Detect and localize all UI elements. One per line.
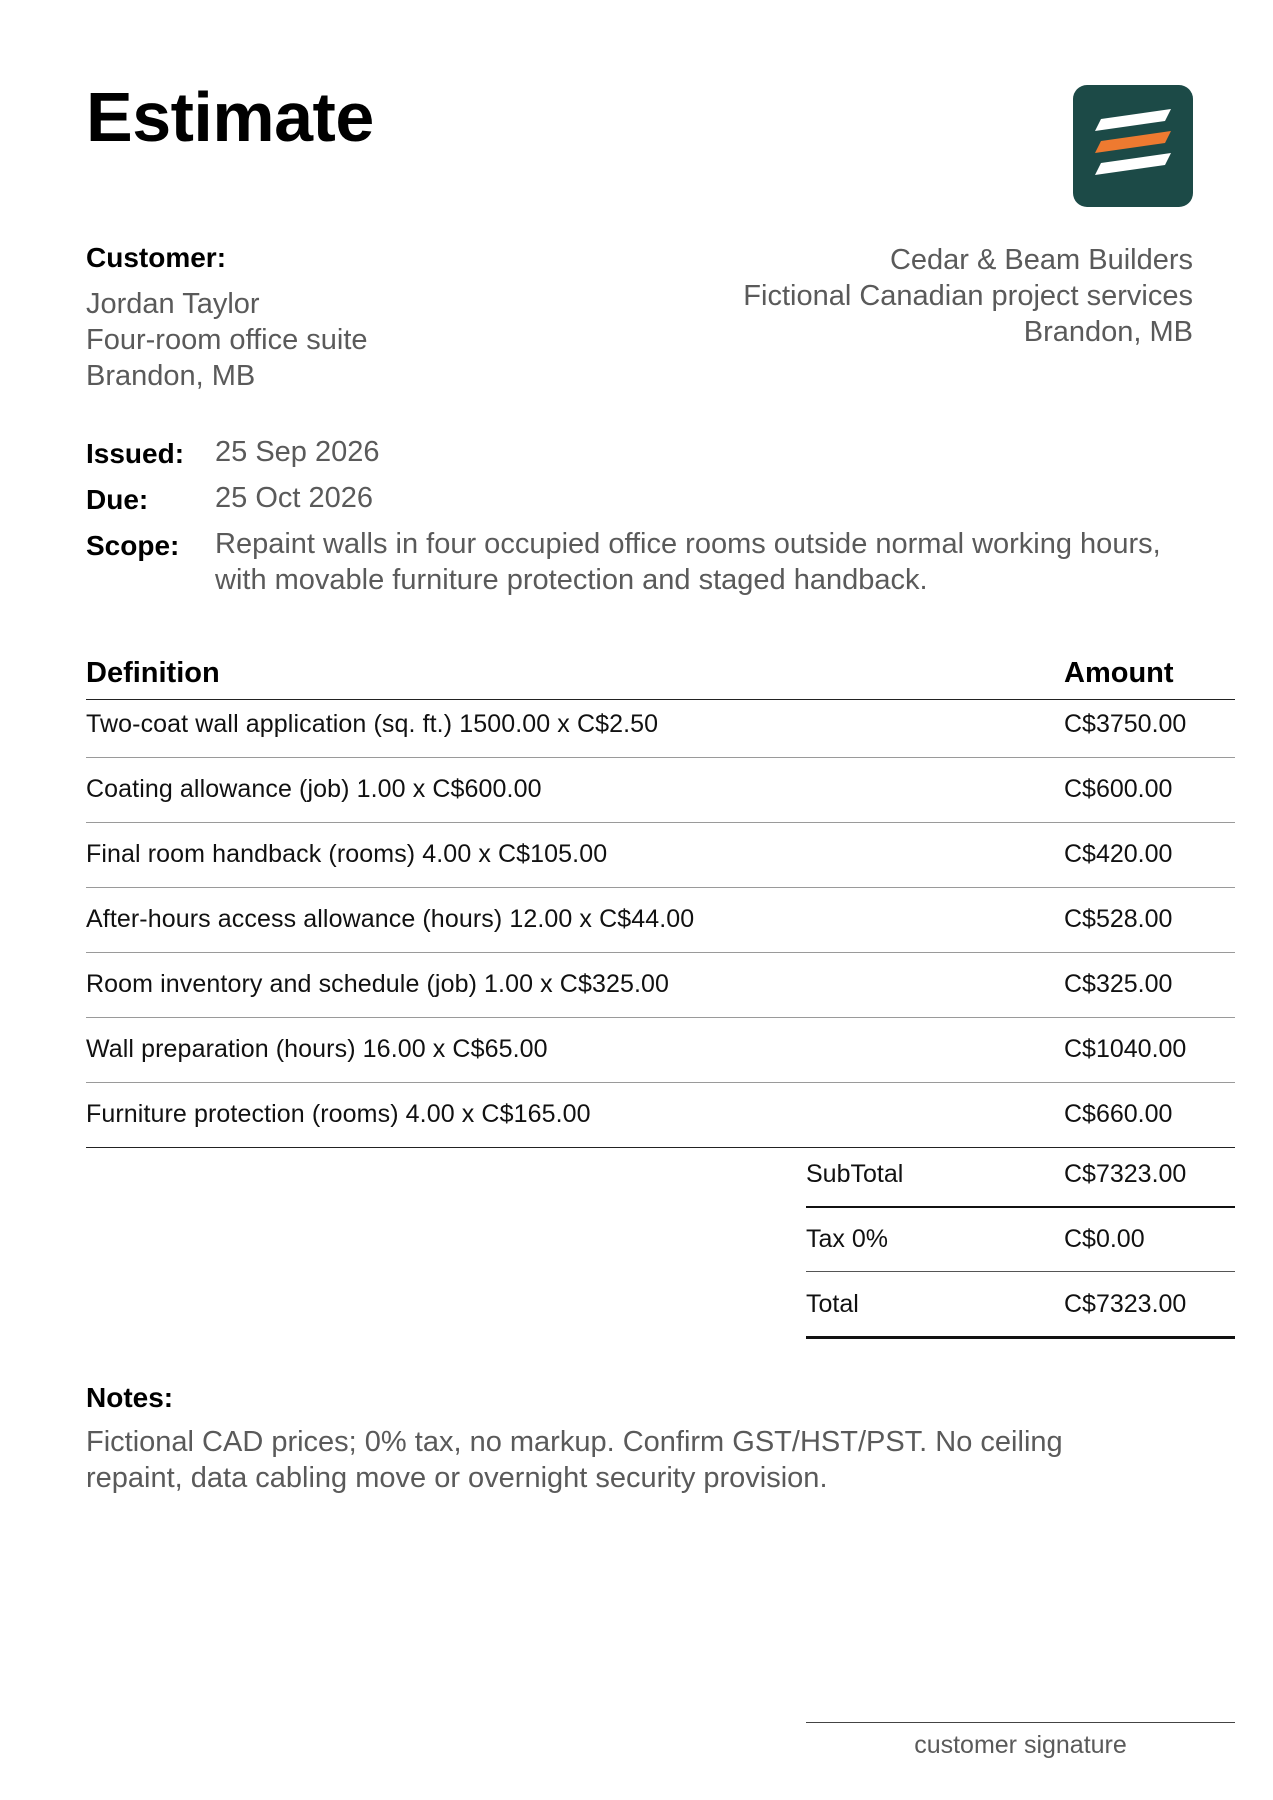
total-divider [806,1336,1235,1339]
tax-label: Tax 0% [806,1225,888,1253]
tax-divider [806,1271,1235,1272]
total-label: Total [806,1290,859,1318]
row-divider [86,1017,1235,1018]
customer-details [86,286,368,394]
customer-name: Jordan Taylor [86,288,260,320]
line-item-definition: Room inventory and schedule (job) 1.00 x C$325.00 [86,970,670,998]
due-label: Due: [86,484,149,515]
company-name: Cedar & Beam Builders [889,244,1193,276]
signature-line [806,1722,1235,1723]
row-divider [86,887,1235,888]
line-item-amount: C$528.00 [1064,905,1173,933]
customer-label: Customer: [86,242,227,273]
subtotal-label: SubTotal [806,1160,904,1188]
line-item-amount: C$420.00 [1064,840,1173,868]
line-item-amount: C$325.00 [1064,970,1173,998]
line-item-definition: After-hours access allowance (hours) 12.00 x C$44.00 [86,905,695,933]
signature-label: customer signature [914,1731,1127,1759]
company-details [743,242,1193,350]
line-item-definition: Two-coat wall application (sq. ft.) 1500.00 x C$2.50 [86,710,659,738]
column-header-definition: Definition [86,657,220,689]
line-item-definition: Coating allowance (job) 1.00 x C$600.00 [86,775,542,803]
due-date: 25 Oct 2026 [215,482,373,514]
row-divider [86,822,1235,823]
row-divider [86,1082,1235,1083]
subtotal-divider [806,1206,1235,1208]
line-item-amount: C$600.00 [1064,775,1173,803]
customer-property: Four-room office suite [86,324,368,356]
line-item-amount: C$3750.00 [1064,710,1187,738]
line-item-amount: C$660.00 [1064,1100,1173,1128]
row-divider [86,952,1235,953]
issued-label: Issued: [86,438,185,469]
company-logo-icon [1073,85,1193,207]
line-item-definition: Final room handback (rooms) 4.00 x C$105.00 [86,840,608,868]
table-bottom-divider [86,1147,1235,1148]
company-tagline: Fictional Canadian project services [743,280,1193,312]
company-location: Brandon, MB [1023,316,1193,348]
scope-label: Scope: [86,530,180,561]
line-item-definition: Wall preparation (hours) 16.00 x C$65.00 [86,1035,548,1063]
row-divider [86,757,1235,758]
line-item-definition: Furniture protection (rooms) 4.00 x C$165.00 [86,1100,591,1128]
notes-label: Notes: [86,1382,174,1413]
header-divider [86,699,1235,700]
customer-location: Brandon, MB [86,360,256,392]
column-header-amount: Amount [1064,657,1174,689]
scope-text: Repaint walls in four occupied office rooms outside normal working hours, with movable furniture protection and staged handback. [215,528,1161,596]
document-title: Estimate [86,78,374,156]
line-item-amount: C$1040.00 [1064,1035,1187,1063]
subtotal-amount: C$7323.00 [1064,1160,1187,1188]
tax-amount: C$0.00 [1064,1225,1145,1253]
total-amount: C$7323.00 [1064,1290,1187,1318]
issued-date: 25 Sep 2026 [215,436,380,468]
notes-text: Fictional CAD prices; 0% tax, no markup. Confirm GST/HST/PST. No ceiling repaint, data cabling move or overnight security provision. [86,1426,1063,1494]
